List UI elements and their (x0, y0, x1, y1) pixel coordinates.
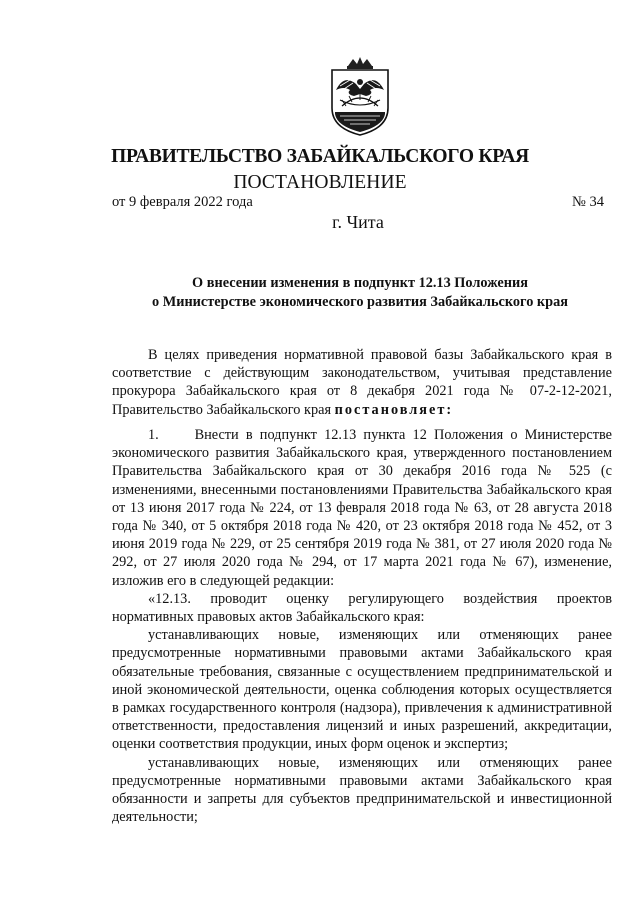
subject-line: О внесении изменения в подпункт 12.13 Положения (192, 275, 528, 291)
item-paragraph: устанавливающих новые, изменяющих или отменяющих ранее предусмотренные нормативными правовыми актами Забайкальского края обязательные требования, связанные с осуществлением предпринимательской и иной экономической деятельности, оценка соблюдения которых осуществляется в рамках государственного контроля (надзора), привлечения к административной ответственности, предоставления лицензий и иных разрешений, аккредитации, оценки соответствия продукции, иных форм оценок и экспертиз; (112, 627, 612, 753)
document-subject (108, 274, 612, 312)
coat-of-arms-emblem (326, 56, 394, 136)
document-type: ПОСТАНОВЛЕНИЕ (233, 172, 407, 193)
document-city: г. Чита (332, 212, 384, 232)
document-date: от 9 февраля 2022 года (112, 194, 253, 210)
decree-word: постановляет: (334, 401, 454, 418)
decree-items (112, 426, 612, 826)
item-paragraph: 1. Внести в подпункт 12.13 пункта 12 Положения о Министерстве экономического развития Забайкальского края, утвержденного постановлением Правительства Забайкальского края от 30 декабря 2016 года № 525 (с изменениями, внесенными постановлениями Правительства Забайкальского края от 13 июня 2017 года № 224, от 13 февраля 2018 года № 63, от 28 августа 2018 года № 340, от 5 октября 2018 года № 420, от 23 октября 2018 года № 452, от 3 июня 2019 года № 229, от 25 сентября 2019 года № 381, от 27 июля 2020 года № 292, от 27 июля 2020 года № 294, от 17 марта 2021 года № 67), изменение, изложив его в следующей редакции: (112, 427, 612, 589)
subject-line: о Министерстве экономического развития Забайкальского края (151, 294, 568, 310)
preamble-paragraph (112, 346, 612, 419)
item-paragraph: «12.13. проводит оценку регулирующего воздействия проектов нормативных правовых актов Забайкальского края: (112, 590, 612, 626)
item-paragraph: устанавливающих новые, изменяющих или отменяющих ранее предусмотренные нормативными правовыми актами Забайкальского края обязанности и запреты для субъектов предпринимательской и инвестиционной деятельности; (112, 754, 612, 826)
preamble-text: В целях приведения нормативной правовой базы Забайкальского края в соответствие с действующим законодательством, учитывая представление прокурора Забайкальского края от 8 декабря 2021 года № 07-2-12-2021, Правительство Забайкальского края (112, 347, 612, 418)
government-name: ПРАВИТЕЛЬСТВО ЗАБАЙКАЛЬСКОГО КРАЯ (111, 146, 529, 167)
document-number: № 34 (572, 194, 604, 210)
